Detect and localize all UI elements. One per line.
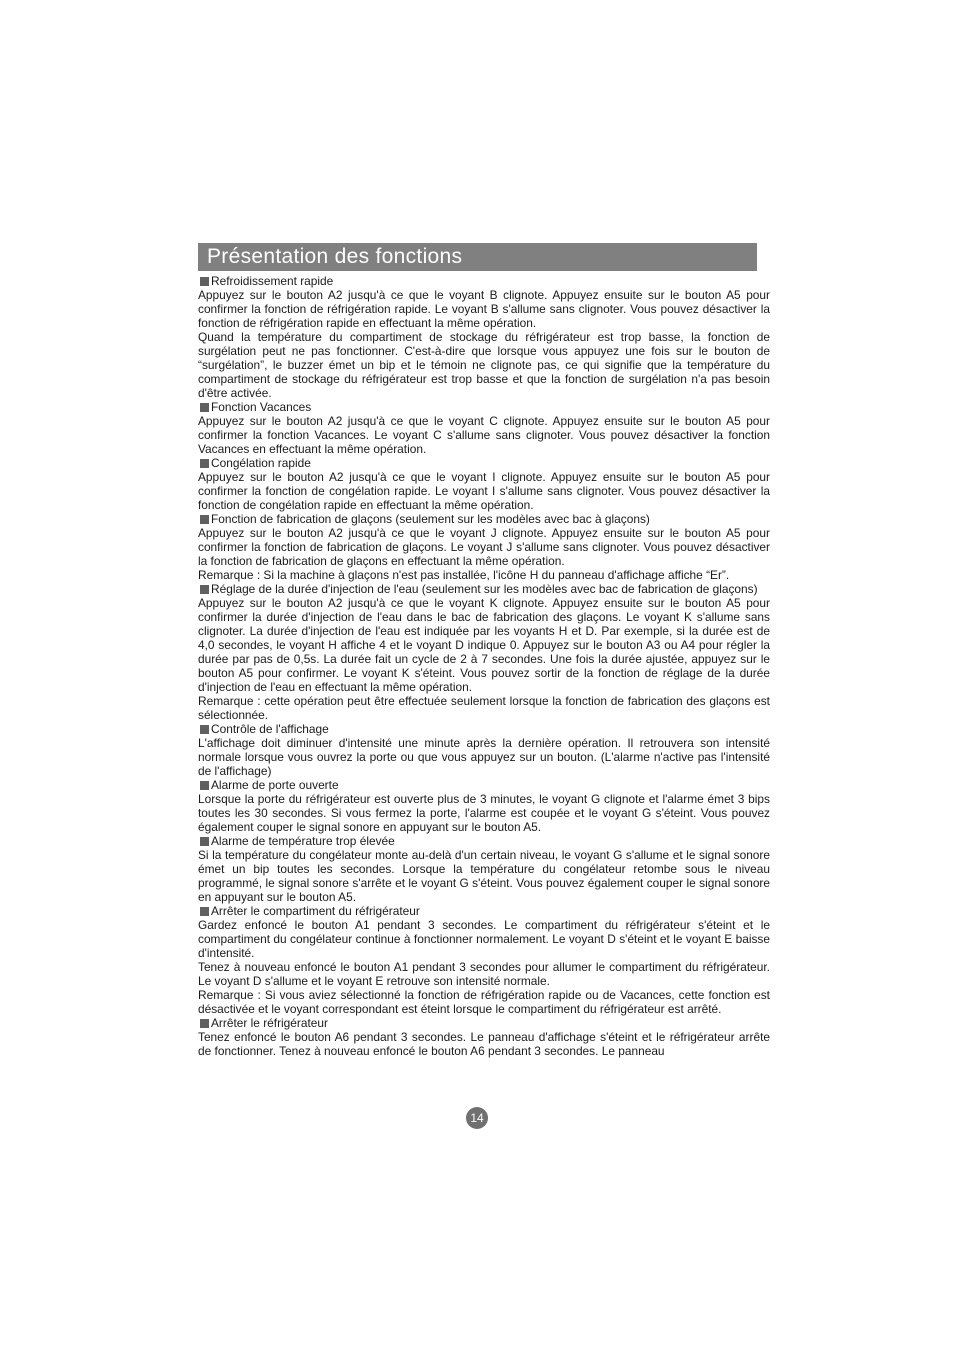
content-body [198,274,770,1058]
paragraph: Appuyez sur le bouton A2 jusqu'à ce que le voyant C clignote. Appuyez ensuite sur le bouton A5 pour confirmer la fonction Vacances. Le voyant C s'allume sans clignoter. Vous pouvez désactiver la fonction Vacances en effectuant la même opération. [198,414,770,456]
paragraph: Appuyez sur le bouton A2 jusqu'à ce que le voyant I clignote. Appuyez ensuite sur le bouton A5 pour confirmer la fonction de congélation rapide. Le voyant I s'allume sans clignoter. Vous pouvez désactiver la fonction de congélation rapide en effectuant la même opération. [198,470,770,512]
paragraph: L'affichage doit diminuer d'intensité une minute après la dernière opération. Il retrouvera son intensité normale lorsque vous ouvrez la porte ou que vous appuyez sur un bouton. (L'alarme n'active pas l'intensité de l'affichage) [198,736,770,778]
paragraph: Quand la température du compartiment de stockage du réfrigérateur est trop basse, la fonction de surgélation peut ne pas fonctionner. C'est-à-dire que lorsque vous appuyez une fois sur le bouton de “surgélation”, le buzzer émet un bip et le témoin ne clignote pas, ce qui signifie que la température du compartiment de stockage du réfrigérateur est trop basse et que la fonction de surgélation n'a pas besoin d'être activée. [198,330,770,400]
heading-text: Contrôle de l'affichage [211,722,329,736]
heading-text: Fonction Vacances [211,400,312,414]
heading-text: Réglage de la durée d'injection de l'eau (seulement sur les modèles avec bac de fabrication de glaçons) [211,582,758,596]
paragraph: Tenez à nouveau enfoncé le bouton A1 pendant 3 secondes pour allumer le compartiment du réfrigérateur. Le voyant D s'allume et le voyant E retrouve son intensité normale. [198,960,770,988]
page-number: 14 [466,1107,488,1129]
paragraph: Appuyez sur le bouton A2 jusqu'à ce que le voyant B clignote. Appuyez ensuite sur le bouton A5 pour confirmer la fonction de réfrigération rapide. Le voyant B s'allume sans clignoter. Vous pouvez désactiver la fonction de réfrigération rapide en effectuant la même opération. [198,288,770,330]
section-heading [198,512,770,526]
heading-text: Fonction de fabrication de glaçons (seulement sur les modèles avec bac à glaçons) [211,512,650,526]
paragraph: Appuyez sur le bouton A2 jusqu'à ce que le voyant K clignote. Appuyez ensuite sur le bouton A5 pour confirmer la durée d'injection de l'eau dans le bac de fabrication des glaçons. Le voyant K s'allume sans clignoter. La durée d'injection de l'eau est indiquée par les voyants H et D. Par exemple, si la durée est de 4,0 secondes, le voyant H affiche 4 et le voyant D indique 0. Appuyez sur le bouton A3 ou A4 pour régler la durée par pas de 0,5s. La durée fait un cycle de 2 à 7 secondes. Une fois la durée ajustée, appuyez sur le bouton A5 pour confirmer. Le voyant K s'éteint. Vous pouvez sortir de la fonction de réglage de la durée d'injection de l'eau en effectuant la même opération. [198,596,770,694]
section-heading [198,904,770,918]
square-bullet-icon [200,725,209,734]
heading-text: Refroidissement rapide [211,274,334,288]
paragraph: Remarque : Si vous aviez sélectionné la fonction de réfrigération rapide ou de Vacances, cette fonction est désactivée et le voyant correspondant est éteint lorsque le compartiment du réfrigérateur est arrêté. [198,988,770,1016]
square-bullet-icon [200,277,209,286]
square-bullet-icon [200,907,209,916]
paragraph: Remarque : cette opération peut être effectuée seulement lorsque la fonction de fabrication des glaçons est sélectionnée. [198,694,770,722]
square-bullet-icon [200,515,209,524]
heading-text: Alarme de porte ouverte [211,778,339,792]
paragraph: Gardez enfoncé le bouton A1 pendant 3 secondes. Le compartiment du réfrigérateur s'éteint et le compartiment du congélateur continue à fonctionner normalement. Le voyant D s'éteint et le voyant E baisse d'intensité. [198,918,770,960]
paragraph: Si la température du congélateur monte au-delà d'un certain niveau, le voyant G s'allume et le signal sonore émet un bip toutes les secondes. Lorsque la température du congélateur retombe sous le niveau programmé, le signal sonore s'arrête et le voyant G s'éteint. Vous pouvez également couper le signal sonore en appuyant sur le bouton A5. [198,848,770,904]
heading-text: Arrêter le réfrigérateur [211,1016,328,1030]
section-heading [198,456,770,470]
paragraph: Tenez enfoncé le bouton A6 pendant 3 secondes. Le panneau d'affichage s'éteint et le réfrigérateur arrête de fonctionner. Tenez à nouveau enfoncé le bouton A6 pendant 3 secondes. Le panneau [198,1030,770,1058]
section-heading [198,722,770,736]
square-bullet-icon [200,781,209,790]
square-bullet-icon [200,1019,209,1028]
square-bullet-icon [200,585,209,594]
section-heading [198,834,770,848]
square-bullet-icon [200,837,209,846]
heading-text: Arrêter le compartiment du réfrigérateur [211,904,420,918]
paragraph: Appuyez sur le bouton A2 jusqu'à ce que le voyant J clignote. Appuyez ensuite sur le bouton A5 pour confirmer la fonction de fabrication de glaçons. Le voyant J s'allume sans clignoter. Vous pouvez désactiver la fonction de fabrication de glaçons en effectuant la même opération. [198,526,770,568]
section-heading [198,582,770,596]
heading-text: Alarme de température trop élevée [211,834,395,848]
section-heading [198,400,770,414]
section-title: Présentation des fonctions [198,243,757,271]
square-bullet-icon [200,403,209,412]
paragraph: Remarque : Si la machine à glaçons n'est pas installée, l'icône H du panneau d'affichage affiche “Er”. [198,568,730,582]
paragraph: Lorsque la porte du réfrigérateur est ouverte plus de 3 minutes, le voyant G clignote et l'alarme émet 3 bips toutes les 30 secondes. Si vous fermez la porte, l'alarme est coupée et le voyant G s'éteint. Vous pouvez également couper le signal sonore en appuyant sur le bouton A5. [198,792,770,834]
section-heading [198,1016,770,1030]
section-heading [198,778,770,792]
square-bullet-icon [200,459,209,468]
section-heading [198,274,770,288]
heading-text: Congélation rapide [211,456,311,470]
